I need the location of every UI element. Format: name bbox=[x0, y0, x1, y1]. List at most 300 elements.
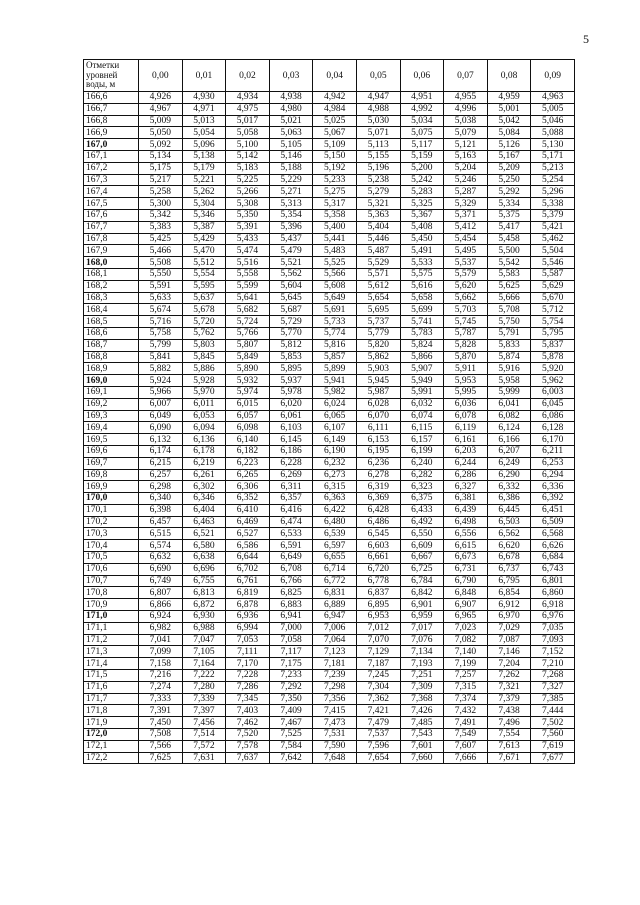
value-cell: 6,842 bbox=[400, 587, 444, 599]
value-cell: 6,265 bbox=[226, 469, 270, 481]
value-cell: 5,924 bbox=[139, 375, 183, 387]
value-cell: 6,469 bbox=[226, 516, 270, 528]
value-cell: 6,332 bbox=[487, 481, 531, 493]
level-cell: 168,1 bbox=[84, 268, 139, 280]
value-cell: 6,261 bbox=[182, 469, 226, 481]
value-cell: 6,918 bbox=[531, 599, 575, 611]
value-cell: 5,658 bbox=[400, 292, 444, 304]
value-cell: 5,542 bbox=[487, 257, 531, 269]
water-level-table bbox=[83, 59, 575, 764]
value-cell: 4,951 bbox=[400, 92, 444, 104]
value-cell: 7,491 bbox=[444, 717, 488, 729]
table-row bbox=[84, 528, 575, 540]
value-cell: 6,486 bbox=[356, 516, 400, 528]
level-cell: 167,1 bbox=[84, 150, 139, 162]
table-row bbox=[84, 504, 575, 516]
value-cell: 7,631 bbox=[182, 752, 226, 764]
value-cell: 6,696 bbox=[182, 563, 226, 575]
value-cell: 5,042 bbox=[487, 115, 531, 127]
value-cell: 6,667 bbox=[400, 552, 444, 564]
value-cell: 5,949 bbox=[400, 375, 444, 387]
value-cell: 6,690 bbox=[139, 563, 183, 575]
table-row bbox=[84, 198, 575, 210]
value-cell: 6,319 bbox=[356, 481, 400, 493]
value-cell: 6,907 bbox=[444, 599, 488, 611]
value-cell: 5,092 bbox=[139, 139, 183, 151]
value-cell: 5,425 bbox=[139, 233, 183, 245]
value-cell: 5,242 bbox=[400, 174, 444, 186]
value-cell: 6,603 bbox=[356, 540, 400, 552]
value-cell: 7,345 bbox=[226, 693, 270, 705]
value-cell: 6,273 bbox=[313, 469, 357, 481]
value-cell: 6,065 bbox=[313, 410, 357, 422]
value-cell: 6,866 bbox=[139, 599, 183, 611]
value-cell: 6,053 bbox=[182, 410, 226, 422]
value-cell: 6,684 bbox=[531, 552, 575, 564]
value-cell: 7,654 bbox=[356, 752, 400, 764]
value-cell: 5,396 bbox=[269, 221, 313, 233]
level-cell: 166,6 bbox=[84, 92, 139, 104]
value-cell: 5,716 bbox=[139, 316, 183, 328]
value-cell: 5,995 bbox=[444, 386, 488, 398]
table-row bbox=[84, 139, 575, 151]
value-cell: 5,529 bbox=[356, 257, 400, 269]
value-cell: 6,878 bbox=[226, 599, 270, 611]
header-col-cell: 0,07 bbox=[444, 60, 488, 92]
value-cell: 5,874 bbox=[487, 351, 531, 363]
value-cell: 5,516 bbox=[226, 257, 270, 269]
value-cell: 6,509 bbox=[531, 516, 575, 528]
value-cell: 5,334 bbox=[487, 198, 531, 210]
value-cell: 7,473 bbox=[313, 717, 357, 729]
value-cell: 6,498 bbox=[444, 516, 488, 528]
value-cell: 6,282 bbox=[400, 469, 444, 481]
value-cell: 6,049 bbox=[139, 410, 183, 422]
value-cell: 6,591 bbox=[269, 540, 313, 552]
value-cell: 6,586 bbox=[226, 540, 270, 552]
value-cell: 5,637 bbox=[182, 292, 226, 304]
value-cell: 7,280 bbox=[182, 681, 226, 693]
value-cell: 5,325 bbox=[400, 198, 444, 210]
level-cell: 172,0 bbox=[84, 729, 139, 741]
value-cell: 5,071 bbox=[356, 127, 400, 139]
table-row bbox=[84, 729, 575, 741]
value-cell: 5,437 bbox=[269, 233, 313, 245]
level-cell: 169,8 bbox=[84, 469, 139, 481]
value-cell: 6,941 bbox=[269, 611, 313, 623]
value-cell: 5,812 bbox=[269, 339, 313, 351]
value-cell: 6,503 bbox=[487, 516, 531, 528]
value-cell: 7,304 bbox=[356, 681, 400, 693]
value-cell: 6,182 bbox=[226, 445, 270, 457]
value-cell: 7,274 bbox=[139, 681, 183, 693]
table-row bbox=[84, 398, 575, 410]
value-cell: 7,262 bbox=[487, 670, 531, 682]
value-cell: 7,117 bbox=[269, 646, 313, 658]
value-cell: 5,105 bbox=[269, 139, 313, 151]
table-row bbox=[84, 304, 575, 316]
value-cell: 4,934 bbox=[226, 92, 270, 104]
value-cell: 7,514 bbox=[182, 729, 226, 741]
value-cell: 6,970 bbox=[487, 611, 531, 623]
level-cell: 167,0 bbox=[84, 139, 139, 151]
level-cell: 170,4 bbox=[84, 540, 139, 552]
value-cell: 6,755 bbox=[182, 575, 226, 587]
value-cell: 6,240 bbox=[400, 457, 444, 469]
value-cell: 7,531 bbox=[313, 729, 357, 741]
value-cell: 5,075 bbox=[400, 127, 444, 139]
value-cell: 5,504 bbox=[531, 245, 575, 257]
value-cell: 5,387 bbox=[182, 221, 226, 233]
value-cell: 7,613 bbox=[487, 740, 531, 752]
table-row bbox=[84, 292, 575, 304]
level-cell: 170,6 bbox=[84, 563, 139, 575]
value-cell: 7,105 bbox=[182, 646, 226, 658]
value-cell: 6,702 bbox=[226, 563, 270, 575]
value-cell: 7,479 bbox=[356, 717, 400, 729]
value-cell: 7,520 bbox=[226, 729, 270, 741]
value-cell: 6,219 bbox=[182, 457, 226, 469]
value-cell: 5,391 bbox=[226, 221, 270, 233]
value-cell: 7,525 bbox=[269, 729, 313, 741]
value-cell: 6,132 bbox=[139, 434, 183, 446]
value-cell: 6,045 bbox=[531, 398, 575, 410]
level-cell: 169,4 bbox=[84, 422, 139, 434]
value-cell: 6,649 bbox=[269, 552, 313, 564]
value-cell: 7,070 bbox=[356, 634, 400, 646]
value-cell: 5,001 bbox=[487, 103, 531, 115]
value-cell: 5,562 bbox=[269, 268, 313, 280]
value-cell: 6,363 bbox=[313, 493, 357, 505]
value-cell: 5,500 bbox=[487, 245, 531, 257]
value-cell: 5,695 bbox=[356, 304, 400, 316]
value-cell: 5,254 bbox=[531, 174, 575, 186]
value-cell: 5,803 bbox=[182, 339, 226, 351]
value-cell: 6,041 bbox=[487, 398, 531, 410]
value-cell: 6,568 bbox=[531, 528, 575, 540]
value-cell: 5,121 bbox=[444, 139, 488, 151]
value-cell: 5,079 bbox=[444, 127, 488, 139]
table-row bbox=[84, 162, 575, 174]
value-cell: 5,025 bbox=[313, 115, 357, 127]
header-col-cell: 0,06 bbox=[400, 60, 444, 92]
value-cell: 5,109 bbox=[313, 139, 357, 151]
value-cell: 7,648 bbox=[313, 752, 357, 764]
value-cell: 5,367 bbox=[400, 209, 444, 221]
value-cell: 7,356 bbox=[313, 693, 357, 705]
value-cell: 6,492 bbox=[400, 516, 444, 528]
level-cell: 169,7 bbox=[84, 457, 139, 469]
value-cell: 7,321 bbox=[487, 681, 531, 693]
value-cell: 5,999 bbox=[487, 386, 531, 398]
value-cell: 6,772 bbox=[313, 575, 357, 587]
level-cell: 167,8 bbox=[84, 233, 139, 245]
table-row bbox=[84, 221, 575, 233]
level-cell: 171,1 bbox=[84, 622, 139, 634]
table-row bbox=[84, 646, 575, 658]
level-cell: 168,4 bbox=[84, 304, 139, 316]
value-cell: 6,357 bbox=[269, 493, 313, 505]
value-cell: 5,654 bbox=[356, 292, 400, 304]
value-cell: 5,050 bbox=[139, 127, 183, 139]
page-number: 5 bbox=[583, 32, 589, 46]
header-col-cell: 0,09 bbox=[531, 60, 575, 92]
value-cell: 5,807 bbox=[226, 339, 270, 351]
value-cell: 7,029 bbox=[487, 622, 531, 634]
value-cell: 5,849 bbox=[226, 351, 270, 363]
value-cell: 5,017 bbox=[226, 115, 270, 127]
value-cell: 5,363 bbox=[356, 209, 400, 221]
table-row bbox=[84, 363, 575, 375]
value-cell: 5,346 bbox=[182, 209, 226, 221]
table-row bbox=[84, 410, 575, 422]
value-cell: 5,179 bbox=[182, 162, 226, 174]
table-row bbox=[84, 611, 575, 623]
value-cell: 5,820 bbox=[356, 339, 400, 351]
value-cell: 7,257 bbox=[444, 670, 488, 682]
value-cell: 5,645 bbox=[269, 292, 313, 304]
value-cell: 7,444 bbox=[531, 705, 575, 717]
value-cell: 5,587 bbox=[531, 268, 575, 280]
value-cell: 5,009 bbox=[139, 115, 183, 127]
table-row bbox=[84, 186, 575, 198]
value-cell: 6,032 bbox=[400, 398, 444, 410]
value-cell: 5,833 bbox=[487, 339, 531, 351]
value-cell: 5,608 bbox=[313, 280, 357, 292]
table-row bbox=[84, 316, 575, 328]
value-cell: 6,988 bbox=[182, 622, 226, 634]
level-cell: 166,8 bbox=[84, 115, 139, 127]
level-cell: 171,7 bbox=[84, 693, 139, 705]
value-cell: 4,975 bbox=[226, 103, 270, 115]
value-cell: 5,283 bbox=[400, 186, 444, 198]
value-cell: 7,462 bbox=[226, 717, 270, 729]
value-cell: 6,249 bbox=[487, 457, 531, 469]
level-cell: 168,0 bbox=[84, 257, 139, 269]
value-cell: 5,262 bbox=[182, 186, 226, 198]
value-cell: 7,222 bbox=[182, 670, 226, 682]
level-cell: 170,3 bbox=[84, 528, 139, 540]
value-cell: 5,687 bbox=[269, 304, 313, 316]
table-row bbox=[84, 103, 575, 115]
value-cell: 5,204 bbox=[444, 162, 488, 174]
header-level-line: воды, м bbox=[86, 79, 116, 90]
value-cell: 6,145 bbox=[269, 434, 313, 446]
value-cell: 7,087 bbox=[487, 634, 531, 646]
value-cell: 7,129 bbox=[356, 646, 400, 658]
value-cell: 4,938 bbox=[269, 92, 313, 104]
value-cell: 5,857 bbox=[313, 351, 357, 363]
value-cell: 5,729 bbox=[269, 316, 313, 328]
value-cell: 4,980 bbox=[269, 103, 313, 115]
value-cell: 7,006 bbox=[313, 622, 357, 634]
value-cell: 7,216 bbox=[139, 670, 183, 682]
value-cell: 6,474 bbox=[269, 516, 313, 528]
table-row bbox=[84, 563, 575, 575]
value-cell: 6,269 bbox=[269, 469, 313, 481]
value-cell: 7,233 bbox=[269, 670, 313, 682]
value-cell: 7,251 bbox=[400, 670, 444, 682]
table-row bbox=[84, 257, 575, 269]
level-cell: 168,6 bbox=[84, 327, 139, 339]
value-cell: 5,358 bbox=[313, 209, 357, 221]
value-cell: 5,429 bbox=[182, 233, 226, 245]
value-cell: 5,774 bbox=[313, 327, 357, 339]
value-cell: 6,626 bbox=[531, 540, 575, 552]
value-cell: 7,333 bbox=[139, 693, 183, 705]
level-cell: 169,3 bbox=[84, 410, 139, 422]
value-cell: 7,058 bbox=[269, 634, 313, 646]
value-cell: 7,164 bbox=[182, 658, 226, 670]
value-cell: 5,150 bbox=[313, 150, 357, 162]
value-cell: 5,404 bbox=[356, 221, 400, 233]
value-cell: 7,385 bbox=[531, 693, 575, 705]
level-cell: 168,7 bbox=[84, 339, 139, 351]
value-cell: 5,317 bbox=[313, 198, 357, 210]
level-cell: 168,2 bbox=[84, 280, 139, 292]
value-cell: 6,007 bbox=[139, 398, 183, 410]
level-cell: 167,3 bbox=[84, 174, 139, 186]
value-cell: 7,607 bbox=[444, 740, 488, 752]
value-cell: 6,515 bbox=[139, 528, 183, 540]
value-cell: 7,193 bbox=[400, 658, 444, 670]
value-cell: 6,872 bbox=[182, 599, 226, 611]
value-cell: 7,601 bbox=[400, 740, 444, 752]
value-cell: 5,275 bbox=[313, 186, 357, 198]
value-cell: 7,099 bbox=[139, 646, 183, 658]
value-cell: 7,572 bbox=[182, 740, 226, 752]
value-cell: 7,181 bbox=[313, 658, 357, 670]
value-cell: 6,107 bbox=[313, 422, 357, 434]
level-cell: 171,2 bbox=[84, 634, 139, 646]
table-row bbox=[84, 705, 575, 717]
value-cell: 5,987 bbox=[356, 386, 400, 398]
value-cell: 5,479 bbox=[269, 245, 313, 257]
level-cell: 171,9 bbox=[84, 717, 139, 729]
value-cell: 6,369 bbox=[356, 493, 400, 505]
table-row bbox=[84, 575, 575, 587]
value-cell: 5,046 bbox=[531, 115, 575, 127]
table-row bbox=[84, 587, 575, 599]
table-row bbox=[84, 599, 575, 611]
value-cell: 5,932 bbox=[226, 375, 270, 387]
table-row bbox=[84, 752, 575, 764]
value-cell: 5,633 bbox=[139, 292, 183, 304]
value-cell: 6,323 bbox=[400, 481, 444, 493]
value-cell: 5,899 bbox=[313, 363, 357, 375]
value-cell: 7,152 bbox=[531, 646, 575, 658]
value-cell: 7,170 bbox=[226, 658, 270, 670]
value-cell: 5,890 bbox=[226, 363, 270, 375]
value-cell: 7,485 bbox=[400, 717, 444, 729]
value-cell: 5,828 bbox=[444, 339, 488, 351]
value-cell: 7,082 bbox=[444, 634, 488, 646]
value-cell: 6,036 bbox=[444, 398, 488, 410]
value-cell: 7,666 bbox=[444, 752, 488, 764]
value-cell: 7,175 bbox=[269, 658, 313, 670]
value-cell: 5,911 bbox=[444, 363, 488, 375]
value-cell: 6,539 bbox=[313, 528, 357, 540]
value-cell: 6,609 bbox=[400, 540, 444, 552]
value-cell: 5,533 bbox=[400, 257, 444, 269]
value-cell: 7,012 bbox=[356, 622, 400, 634]
value-cell: 4,992 bbox=[400, 103, 444, 115]
value-cell: 6,215 bbox=[139, 457, 183, 469]
value-cell: 5,246 bbox=[444, 174, 488, 186]
value-cell: 6,451 bbox=[531, 504, 575, 516]
value-cell: 7,146 bbox=[487, 646, 531, 658]
value-cell: 7,625 bbox=[139, 752, 183, 764]
value-cell: 5,146 bbox=[269, 150, 313, 162]
value-cell: 6,597 bbox=[313, 540, 357, 552]
value-cell: 6,644 bbox=[226, 552, 270, 564]
value-cell: 5,953 bbox=[444, 375, 488, 387]
value-cell: 5,466 bbox=[139, 245, 183, 257]
level-cell: 172,2 bbox=[84, 752, 139, 764]
value-cell: 5,038 bbox=[444, 115, 488, 127]
header-level-cell bbox=[84, 60, 139, 92]
value-cell: 6,028 bbox=[356, 398, 400, 410]
value-cell: 7,415 bbox=[313, 705, 357, 717]
header-col-cell: 0,04 bbox=[313, 60, 357, 92]
value-cell: 6,720 bbox=[356, 563, 400, 575]
value-cell: 6,236 bbox=[356, 457, 400, 469]
value-cell: 7,041 bbox=[139, 634, 183, 646]
value-cell: 5,970 bbox=[182, 386, 226, 398]
value-cell: 6,556 bbox=[444, 528, 488, 540]
value-cell: 6,111 bbox=[356, 422, 400, 434]
value-cell: 5,762 bbox=[182, 327, 226, 339]
value-cell: 6,161 bbox=[444, 434, 488, 446]
level-cell: 169,1 bbox=[84, 386, 139, 398]
value-cell: 6,228 bbox=[269, 457, 313, 469]
value-cell: 7,140 bbox=[444, 646, 488, 658]
level-cell: 172,1 bbox=[84, 740, 139, 752]
value-cell: 6,174 bbox=[139, 445, 183, 457]
table-row bbox=[84, 552, 575, 564]
value-cell: 5,575 bbox=[400, 268, 444, 280]
value-cell: 5,791 bbox=[487, 327, 531, 339]
level-cell: 169,2 bbox=[84, 398, 139, 410]
value-cell: 5,134 bbox=[139, 150, 183, 162]
value-cell: 5,308 bbox=[226, 198, 270, 210]
value-cell: 5,229 bbox=[269, 174, 313, 186]
level-cell: 167,4 bbox=[84, 186, 139, 198]
value-cell: 6,848 bbox=[444, 587, 488, 599]
value-cell: 5,371 bbox=[444, 209, 488, 221]
value-cell: 5,641 bbox=[226, 292, 270, 304]
value-cell: 5,595 bbox=[182, 280, 226, 292]
value-cell: 5,816 bbox=[313, 339, 357, 351]
value-cell: 6,278 bbox=[356, 469, 400, 481]
table-row bbox=[84, 434, 575, 446]
value-cell: 6,124 bbox=[487, 422, 531, 434]
value-cell: 7,642 bbox=[269, 752, 313, 764]
value-cell: 5,799 bbox=[139, 339, 183, 351]
value-cell: 5,213 bbox=[531, 162, 575, 174]
level-cell: 171,8 bbox=[84, 705, 139, 717]
value-cell: 6,211 bbox=[531, 445, 575, 457]
value-cell: 5,342 bbox=[139, 209, 183, 221]
value-cell: 5,982 bbox=[313, 386, 357, 398]
value-cell: 6,195 bbox=[356, 445, 400, 457]
value-cell: 6,743 bbox=[531, 563, 575, 575]
value-cell: 5,200 bbox=[400, 162, 444, 174]
value-cell: 7,199 bbox=[444, 658, 488, 670]
value-cell: 6,386 bbox=[487, 493, 531, 505]
header-level-line: Отметки bbox=[86, 60, 120, 71]
header-level-line: уровней bbox=[86, 69, 118, 80]
